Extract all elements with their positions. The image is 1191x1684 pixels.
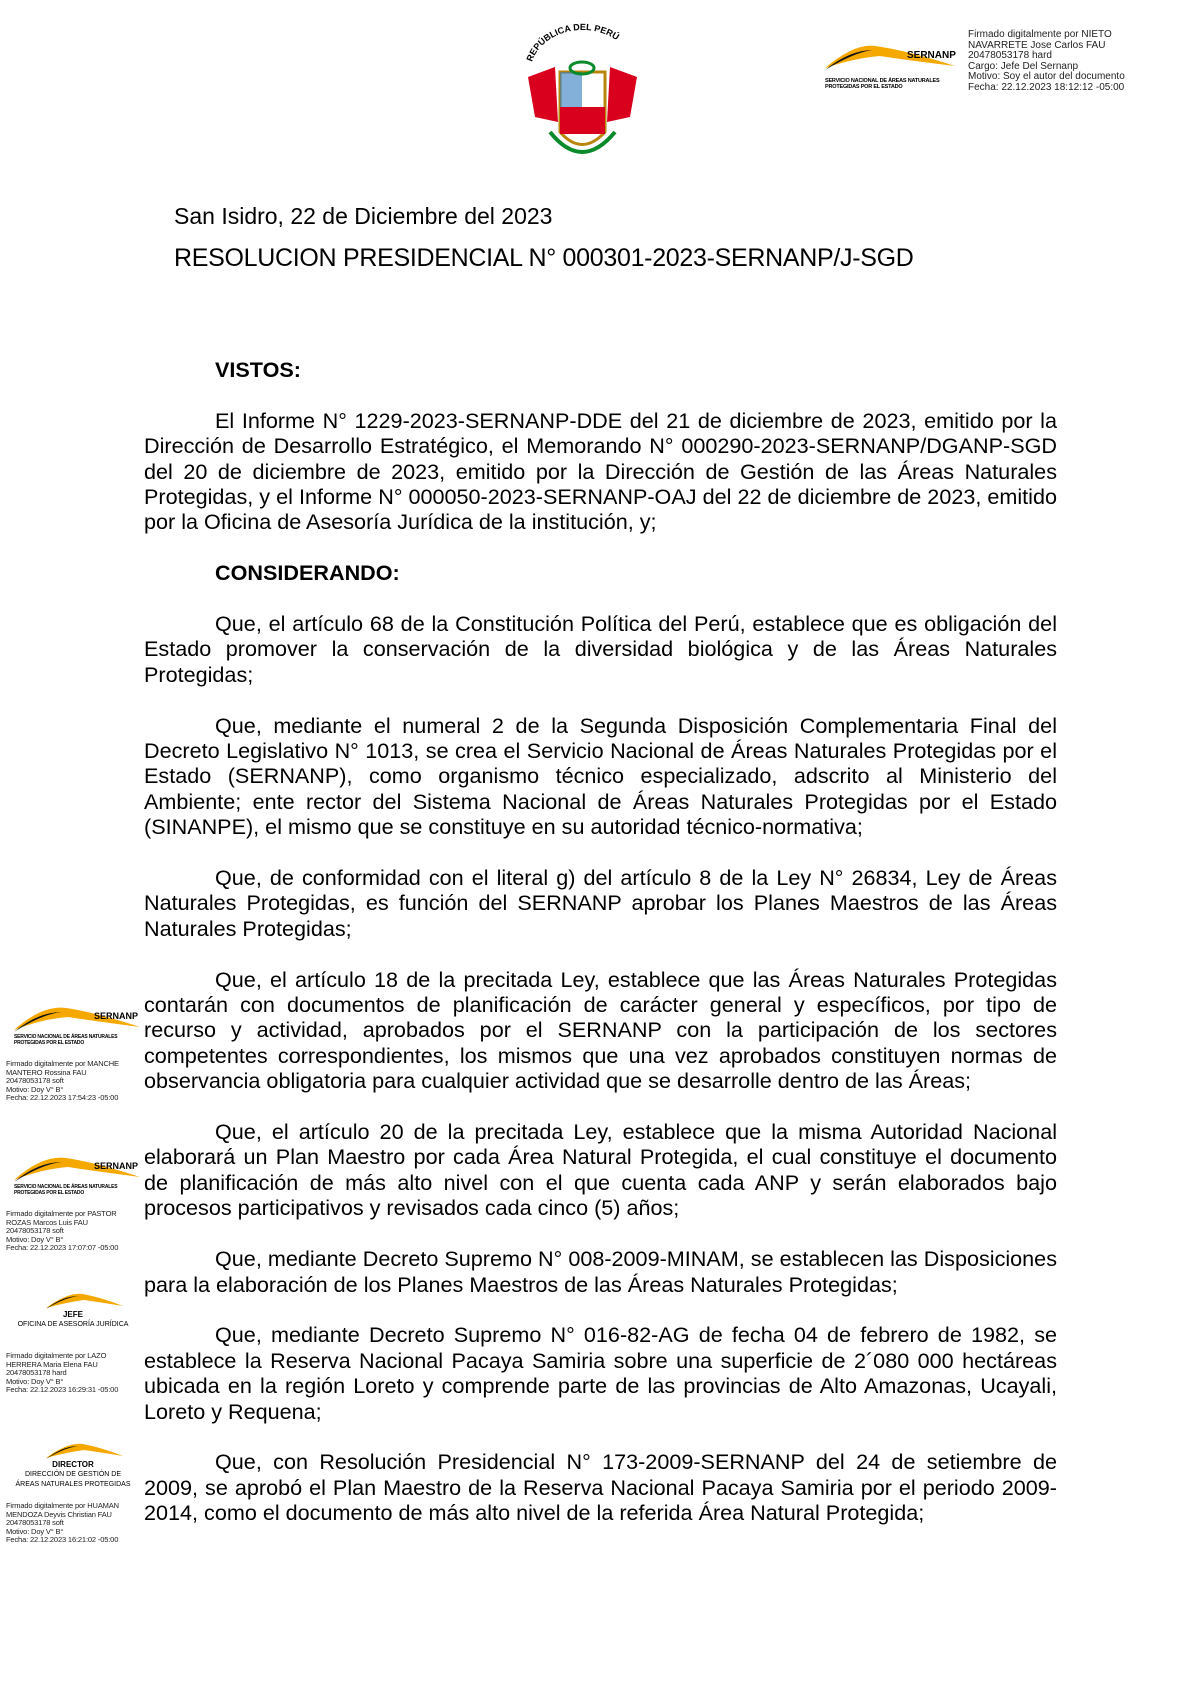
document-body [144,357,1057,1551]
paragraph: Que, el artículo 20 de la precitada Ley, establece que la misma Autoridad Nacional elaborará un Plan Maestro por cada Área Natural Protegida, el cual constituye el documento de planificación de más alto nivel con el que cuenta cada ANP y serán elaborados bajo procesos participativos y revisados cada cinco (5) años; [144,1119,1057,1221]
document-date: San Isidro, 22 de Diciembre del 2023 [174,203,553,229]
stamp-signature: Firmado digitalmente por HUAMAN MENDOZA Deyvis Christian FAU 20478053178 soft Motivo: Doy V° B° Fecha: 22.12.2023 16:21:02 -05:00 [6,1501,119,1545]
logo-line: PROTEGIDAS POR EL ESTADO [14,1190,85,1196]
logo-line: SERVICIO NACIONAL DE ÁREAS NATURALES [14,1034,118,1040]
signature-stamp [6,1440,140,1545]
sernanp-logo [825,38,960,93]
stamp-office: OFICINA DE ASESORÍA JURÍDICA [17,1321,129,1328]
sernanp-logo-icon [6,1290,140,1310]
sernanp-logo-icon [6,1440,140,1460]
signature-stamp [6,1000,140,1103]
paragraph: Que, el artículo 18 de la precitada Ley, establece que las Áreas Naturales Protegidas contarán con documentos de planificación de carácter general y específicos, por tipo de recurso y actividad, aprobados por el SERNANP con la participación de los sectores competentes correspondientes, los mismos que una vez aprobados constituyen normas de observancia obligatoria para cualquier actividad que se desarrolle dentro de las Áreas; [144,966,1057,1094]
vistos-paragraph: El Informe N° 1229-2023-SERNANP-DDE del 21 de diciembre de 2023, emitido por la Dirección de Desarrollo Estratégico, el Memorando N° 000290-2023-SERNANP/DGANP-SGD del 20 de diciembre de 2023, emitido por la Dirección de Gestión de las Áreas Naturales Protegidas, y el Informe N° 000050-2023-SERNANP-OAJ del 22 de diciembre de 2023, emitido por la Oficina de Asesoría Jurídica de la institución, y; [144,407,1057,535]
digital-signature-block: Firmado digitalmente por NIETO NAVARRETE Jose Carlos FAU 20478053178 hard Cargo: Jefe Del Sernanp Motivo: Soy el autor del documento Fecha: 22.12.2023 18:12:12 -05:00 [968,29,1125,93]
signature-stamp [6,1150,140,1253]
document-title: RESOLUCION PRESIDENCIAL N° 000301-2023-SERNANP/J-SGD [174,244,914,272]
peru-coat-of-arms-icon [520,22,645,167]
sernanp-logo-icon [6,1000,140,1034]
paragraph: Que, de conformidad con el literal g) del artículo 8 de la Ley N° 26834, Ley de Áreas Naturales Protegidas, es función del SERNANP aprobar los Planes Maestros de las Áreas Naturales Protegidas; [144,865,1057,941]
signature-stamp [6,1290,140,1395]
sernanp-mountain-icon [825,38,960,73]
paragraph: Que, mediante el numeral 2 de la Segunda Disposición Complementaria Final del Decreto Legislativo N° 1013, se crea el Servicio Nacional de Áreas Naturales Protegidas por el Estado (SERNANP), como organismo técnico especializado, adscrito al Ministerio del Ambiente; ente rector del Sistema Nacional de Áreas Naturales Protegidas por el Estado (SINANPE), el mismo que se constituye en su autoridad técnico-normativa; [144,712,1057,840]
paragraph: Que, mediante Decreto Supremo N° 016-82-AG de fecha 04 de febrero de 1982, se establece la Reserva Nacional Pacaya Samiria sobre una superficie de 2´080 000 hectáreas ubicada en la región Loreto y comprende parte de las provincias de Alto Amazonas, Ucayali, Loreto y Requena; [144,1322,1057,1424]
stamp-signature: Firmado digitalmente por LAZO HERRERA Maria Elena FAU 20478053178 hard Motivo: Doy V° B° Fecha: 22.12.2023 16:29:31 -05:00 [6,1351,119,1395]
paragraph: Que, mediante Decreto Supremo N° 008-2009-MINAM, se establecen las Disposiciones para la elaboración de los Planes Maestros de las Áreas Naturales Protegidas; [144,1246,1057,1297]
paragraph: Que, con Resolución Presidencial N° 173-2009-SERNANP del 24 de setiembre de 2009, se aprobó el Plan Maestro de la Reserva Nacional Pacaya Samiria por el periodo 2009-2014, como el documento de más alto nivel de la referida Área Natural Protegida; [144,1449,1057,1526]
svg-text:SERNANP: SERNANP [907,50,956,61]
stamp-office: DIRECCIÓN DE GESTIÓN DE [24,1471,122,1478]
logo-line: SERVICIO NACIONAL DE ÁREAS NATURALES [14,1184,118,1190]
considerando-heading: CONSIDERANDO: [215,560,400,586]
vistos-heading: VISTOS: [215,357,301,382]
stamp-signature: Firmado digitalmente por MANCHE MANTERO Rossina FAU 20478053178 soft Motivo: Doy V° B° Fecha: 22.12.2023 17:54:23 -05:00 [6,1059,119,1103]
svg-text:REPÚBLICA DEL PERÚ: REPÚBLICA DEL PERÚ [524,22,622,63]
stamp-role: JEFE [62,1310,83,1319]
stamp-role: DIRECTOR [52,1460,94,1469]
stamp-office: ÁREAS NATURALES PROTEGIDAS [15,1481,131,1488]
stamp-signature: Firmado digitalmente por PASTOR ROZAS Marcos Luis FAU 20478053178 soft Motivo: Doy V° B° Fecha: 22.12.2023 17:07:07 -05:00 [6,1209,119,1253]
logo-line: PROTEGIDAS POR EL ESTADO [825,84,903,90]
svg-text:SERNANP: SERNANP [94,1161,139,1171]
logo-line: PROTEGIDAS POR EL ESTADO [14,1040,85,1046]
svg-text:SERNANP: SERNANP [94,1011,139,1021]
paragraph: Que, el artículo 68 de la Constitución Política del Perú, establece que es obligación del Estado promover la conservación de la diversidad biológica y de las Áreas Naturales Protegidas; [144,611,1057,687]
sernanp-logo-icon [6,1150,140,1184]
logo-line: SERVICIO NACIONAL DE ÁREAS NATURALES [825,78,940,84]
